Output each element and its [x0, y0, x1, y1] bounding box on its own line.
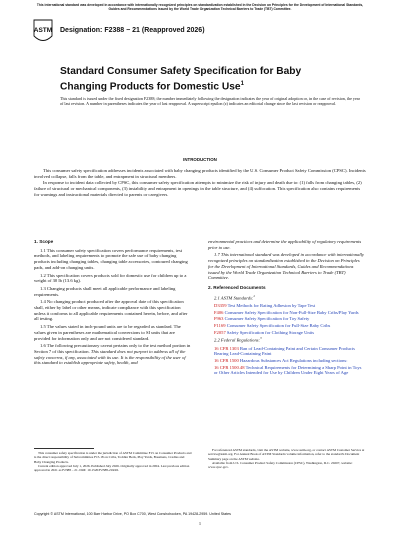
intro-paragraph-1: This consumer safety specification addresses incidents associated with baby changing products identified by the U.S. Consumer Product Safety Commission (CPSC). Incidents involved collapse, falls from the table, and entrapment in structural members. [34, 168, 366, 179]
reference-item[interactable] [214, 365, 366, 376]
footnote-right-block [208, 448, 366, 469]
reference-title[interactable]: Test Methods for Rating Adhesion by Tape Test [227, 302, 316, 308]
scope-1-2: 1.2 This specification covers products sold for domestic use for children up to a weight of 30 lb (13.6 kg). [34, 272, 187, 284]
reference-item[interactable] [214, 330, 366, 336]
referenced-documents-heading: 2. Referenced Documents [208, 284, 266, 290]
astm-reference-list [208, 303, 366, 336]
scope-1-4: 1.4 No changing product produced after the approval date of this specification shall, either by label or other means, indicate compliance with this specification unless it conforms to all applicable requirements contained herein, before, and after all testing. [34, 299, 188, 322]
footnote-rule [34, 448, 94, 449]
federal-regulations-footnote-mark: 3 [260, 336, 262, 341]
scope-1-7: 1.7 This international standard was developed in accordance with internationally recognized principles on standardization established in the Decision on Principles for the Development of International Standards, Guides and Recommendations issued by the World Trade Organization Technical Barriers to Trade (TBT) Committee. [208, 252, 364, 281]
astm-logo-icon [33, 19, 53, 45]
footnote-3: Available from U.S. Consumer Product Safety Commission (CPSC), Washington, D.C. 20207, website: www.cpsc.gov. [208, 460, 353, 470]
copyright-footer: Copyright © ASTM International, 100 Barr Harbor Drive, PO Box C700, West Conshohocken, PA 19428-2959. United States [34, 512, 231, 516]
title-text: Standard Consumer Safety Specification for Baby Changing Products for Domestic Use [60, 66, 302, 93]
reference-item[interactable] [214, 346, 366, 357]
reference-code[interactable]: D3359 [214, 302, 227, 308]
scope-1-3: 1.3 Changing products shall meet all applicable performance and labeling requirements. [34, 285, 176, 297]
reference-code[interactable]: 16 CFR 1500.48 [214, 364, 245, 370]
footnote-1-block [34, 451, 192, 472]
reference-item[interactable] [214, 303, 366, 309]
right-column [208, 239, 366, 377]
introduction-heading: INTRODUCTION [183, 157, 217, 162]
scope-1-6 [34, 343, 192, 366]
astm-standards-label [208, 294, 366, 301]
top-notice: This international standard was developed in accordance with internationally recognized principles on standardization established in the Decision on Principles for the Development of International Standards, Guides and Recommendations issued by the World Trade Organization Technical Barriers to Trade (TBT) Committee. [36, 3, 364, 12]
reference-title[interactable]: Hazardous Substances Act Regulations including sections: [239, 358, 348, 364]
reference-code[interactable]: F2057 [214, 329, 226, 335]
document-title [60, 66, 350, 93]
footnotes-right [208, 448, 366, 469]
reference-title[interactable]: Technical Requirements for Determining a Sharp Point in Toys or Other Articles Intended for Use by Children Under Eight Years of Age [214, 364, 362, 376]
reference-item[interactable] [214, 358, 366, 364]
reference-title[interactable]: Consumer Safety Specification for Non-Full-Size Baby Cribs/Play Yards [224, 309, 359, 315]
reference-code[interactable]: F963 [214, 316, 224, 322]
astm-standards-text: 2.1 ASTM Standards: [214, 295, 254, 301]
reference-title[interactable]: Consumer Safety Specification for Full-Size Baby Cribs [226, 322, 331, 328]
designation: Designation: F2388 − 21 (Reapproved 2026) [60, 27, 205, 34]
reference-title[interactable]: Consumer Safety Specification for Toy Safety [224, 316, 310, 322]
footnotes-left [34, 448, 192, 472]
reference-title[interactable]: Safety Specification for Clothing Storage Units [226, 329, 315, 335]
reference-item[interactable] [214, 310, 366, 316]
scope-caveat-continued: environmental practices and determine the applicability of regulatory requirements prior to use. [208, 239, 362, 250]
reference-item[interactable] [214, 316, 366, 322]
federal-regulations-text: 2.2 Federal Regulations: [214, 337, 261, 343]
federal-reference-list [208, 346, 366, 377]
scope-1-1: 1.1 This consumer safety specification covers performance requirements, test methods, and labeling requirements to promote the safe use of baby changing products including changing tables, changing table accessories, contoured changing pads, and add-on changing units. [34, 247, 188, 270]
title-footnote-mark: 1 [240, 81, 244, 87]
introduction [34, 168, 366, 199]
reference-code[interactable]: F406 [214, 309, 224, 315]
astm-standards-footnote-mark: 2 [253, 293, 255, 298]
scope-1-5: 1.5 The values stated in inch-pound units are to be regarded as standard. The values given in parentheses are mathematical conversions to SI units that are provided for information only and are not considered standard. [34, 324, 181, 341]
reference-code[interactable]: 16 CFR 1303 [214, 345, 239, 351]
left-column [34, 239, 192, 368]
scope-1-6-caveat: This standard does not purport to address all of the safety concerns, if any, associated with its use. It is the responsibility of the user of this standard to establish appropriate safety, health, and [34, 348, 186, 366]
reference-code[interactable]: 16 CFR 1500 [214, 358, 239, 364]
reference-code[interactable]: F1169 [214, 322, 226, 328]
reference-title[interactable]: Ban of Lead-Containing Paint and Certain Consumer Products Bearing Lead-Containing Paint [214, 345, 355, 357]
standard-note: This standard is issued under the fixed designation F2388; the number immediately following the designation indicates the year of original adoption or, in the case of revision, the year of last revision. A number in parentheses indicates the year of last reapproval. A superscript epsilon (ε) indicates an editorial change since the last revision or reapproval. [60, 96, 360, 107]
footnote-1: This consumer safety specification is under the jurisdiction of ASTM Committee F15 on Consumer Products and is the direct responsibility of Subcommittee F15.18 on Cribs, Toddler Beds, Play Yards, Bassinets, Cradles and Baby Changing Products. [34, 451, 192, 464]
page-number: 1 [198, 521, 202, 526]
svg-text:ASTM: ASTM [33, 27, 53, 34]
footnote-1b: Current edition approved July 1, 2026. Published July 2026. Originally approved in 2004. Last previous edition approved in 2021 as F2388 – 21. DOI: 10.1520/F2388-21R26. [34, 463, 190, 473]
federal-regulations-label [208, 336, 366, 343]
intro-paragraph-2: In response to incident data collected by CPSC, this consumer safety specification attempts to minimize the risk of injury and death due to: (1) falls from changing tables, (2) failure of structural or mechanical components, (3) instability and entrapment in openings in the table structure, and (4) suffocation. This specification also contains requirements for warnings and instructional materials directed to parents or caregivers. [34, 180, 362, 197]
scope-1-6-text: 1.6 The following precautionary caveat pertains only to the test method portion in Section 7 of this specification. [34, 343, 191, 354]
footnote-2: For referenced ASTM standards, visit the ASTM website, www.astm.org, or contact ASTM Customer Service at service@astm.org. For Annual Book of ASTM Standards volume information, refer to the standard's Document Summary page on the ASTM website. [208, 448, 365, 461]
reference-item[interactable] [214, 323, 366, 329]
scope-heading: 1. Scope [34, 239, 54, 244]
